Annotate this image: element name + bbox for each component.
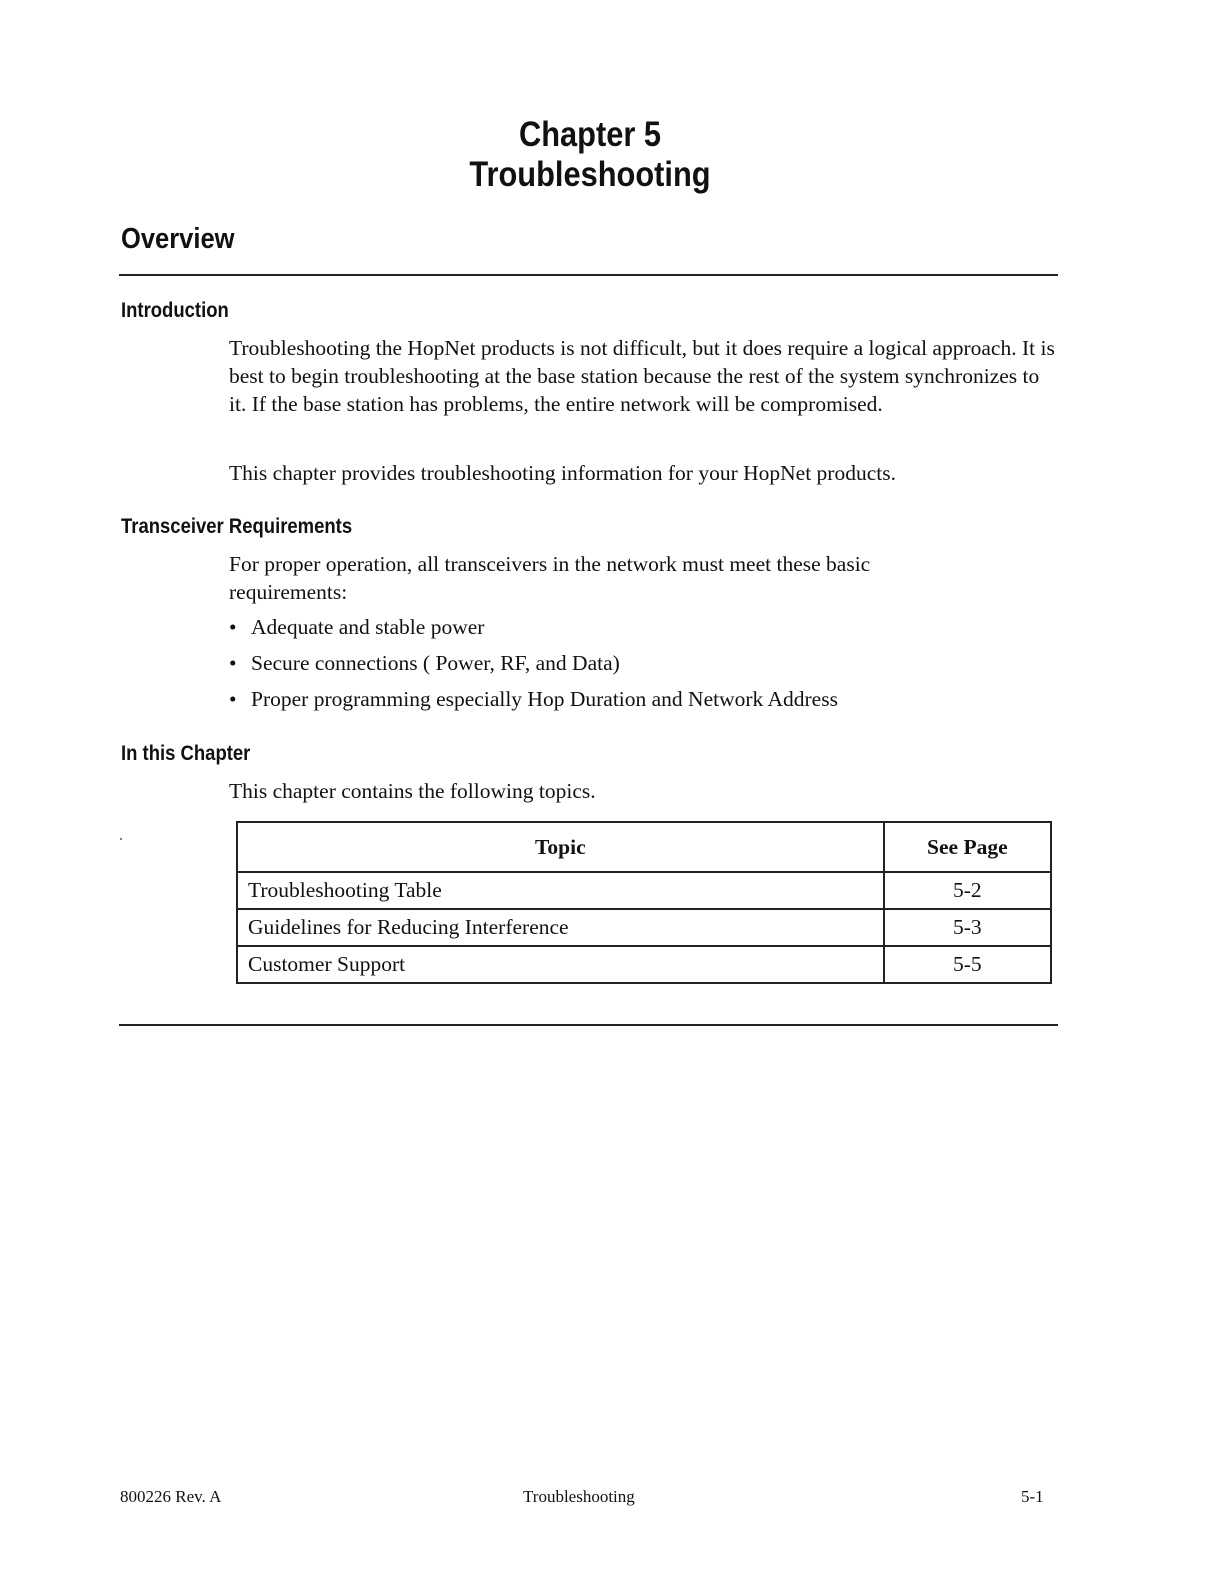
introduction-paragraph-1: Troubleshooting the HopNet products is not difficult, but it does require a logical approach. It is best to begin troubleshooting at the base station because the rest of the system synchronizes to it. If the base station has problems, the entire network will be compromised. <box>229 336 1055 416</box>
list-item-text: Secure connections ( Power, RF, and Data) <box>251 651 620 675</box>
table-header-row <box>237 822 1051 872</box>
chapter-number: Chapter 5 <box>518 115 662 154</box>
table-row <box>237 872 1051 909</box>
list-item <box>229 685 838 721</box>
footer-page-number: 5-1 <box>1021 1487 1044 1506</box>
list-item <box>229 613 838 649</box>
section-title: Overview <box>121 223 235 255</box>
introduction-heading: Introduction <box>121 299 229 322</box>
bullet-icon: • <box>229 615 237 639</box>
scan-speck <box>120 838 122 840</box>
list-item <box>229 649 838 685</box>
topic-cell: Customer Support <box>237 946 884 983</box>
footer-doc-number: 800226 Rev. A <box>120 1487 222 1506</box>
topic-cell: Troubleshooting Table <box>237 872 884 909</box>
requirements-list <box>229 613 838 721</box>
page-cell: 5-3 <box>884 909 1051 946</box>
topics-table <box>236 821 1052 984</box>
transceiver-requirements-heading: Transceiver Requirements <box>121 515 353 538</box>
bullet-icon: • <box>229 651 237 675</box>
footer-section: Troubleshooting <box>523 1487 635 1506</box>
list-item-text: Adequate and stable power <box>251 615 485 639</box>
bottom-divider <box>119 1024 1058 1026</box>
chapter-title: Troubleshooting <box>469 155 711 194</box>
in-this-chapter-heading: In this Chapter <box>121 742 251 765</box>
introduction-paragraph-2: This chapter provides troubleshooting information for your HopNet products. <box>229 461 896 485</box>
in-this-chapter-intro: This chapter contains the following topics. <box>229 779 596 803</box>
table-row <box>237 909 1051 946</box>
page-cell: 5-5 <box>884 946 1051 983</box>
transceiver-requirements-intro: For proper operation, all transceivers in the network must meet these basic requirements: <box>229 552 871 604</box>
topic-cell: Guidelines for Reducing Interference <box>237 909 884 946</box>
top-divider <box>119 274 1058 276</box>
topic-column-header: Topic <box>237 822 884 872</box>
page-column-header: See Page <box>884 822 1051 872</box>
list-item-text: Proper programming especially Hop Duration and Network Address <box>251 687 838 711</box>
page-cell: 5-2 <box>884 872 1051 909</box>
bullet-icon: • <box>229 687 237 711</box>
table-row <box>237 946 1051 983</box>
